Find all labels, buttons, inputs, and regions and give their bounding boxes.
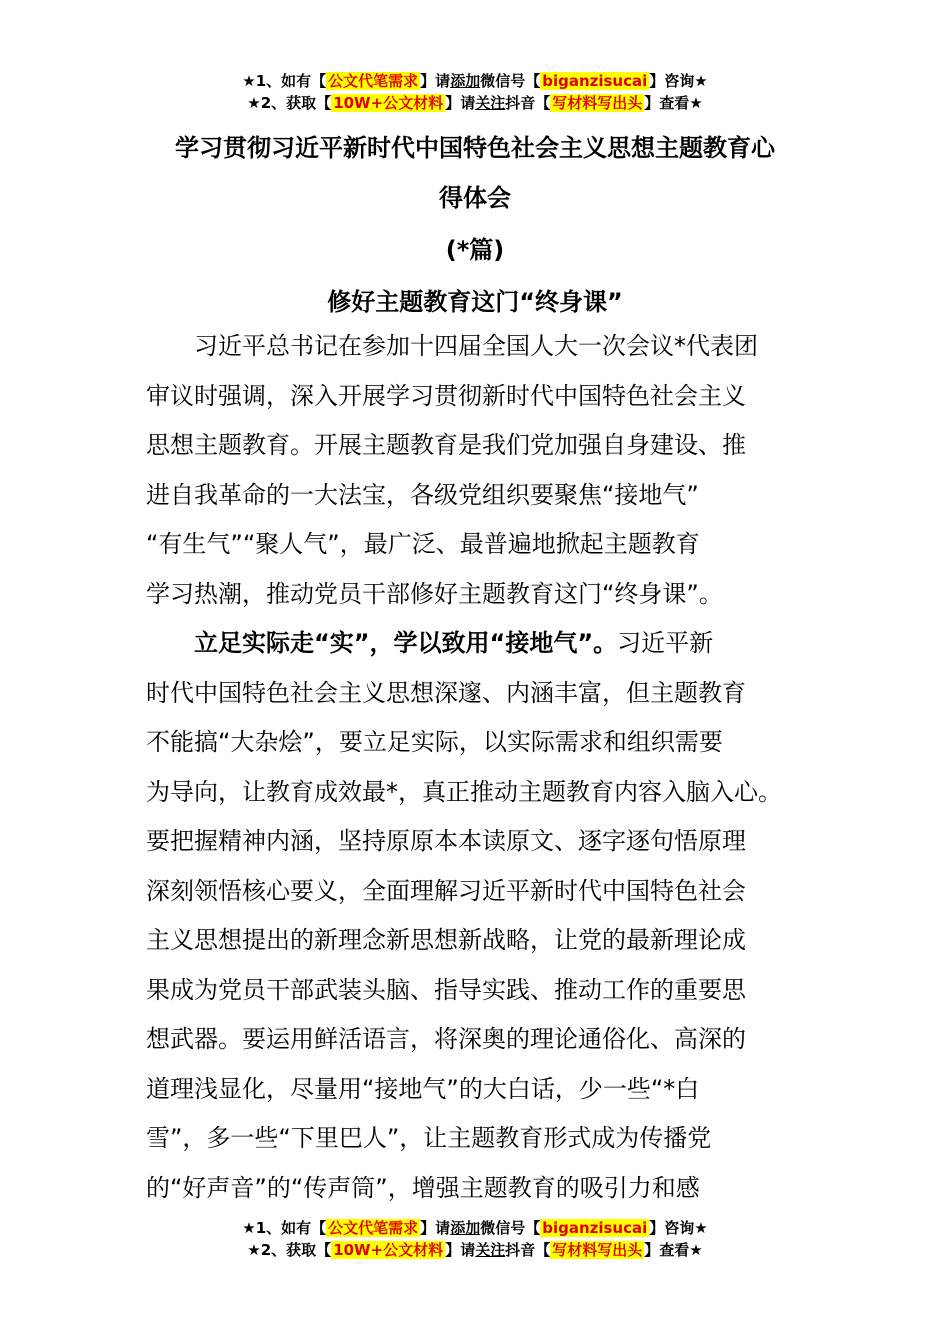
body-line: “有生气”“聚人气”，最广泛、最普遍地掀起主题教育	[146, 530, 700, 558]
body-line: 思想主题教育。开展主题教育是我们党加强自身建设、推	[146, 431, 746, 459]
promo-underlined: 添加	[450, 1219, 481, 1237]
promo-highlight: biganzisucai	[542, 72, 648, 90]
promo-text: 】查看★	[644, 1241, 703, 1259]
promo-highlight: 写材料写出头	[552, 1241, 643, 1259]
body-line: 时代中国特色社会主义思想深邃、内涵丰富，但主题教育	[146, 678, 746, 707]
body-line: 雪”，多一些“下里巴人”，让主题教育形式成为传播党	[146, 1124, 712, 1152]
promo-highlight: biganzisucai	[542, 1219, 648, 1237]
body-line: 进自我革命的一大法宝，各级党组织要聚焦“接地气”	[146, 480, 699, 509]
body-line: 审议时强调，深入开展学习贯彻新时代中国特色社会主义	[146, 381, 746, 410]
promo-text: 微信号【	[480, 72, 541, 90]
paragraph-heading: 立足实际走“实”，学以致用“接地气”。	[194, 629, 618, 657]
body-line-paragraph-2	[146, 619, 826, 669]
body-line: 习近平总书记在参加十四届全国人大一次会议*代表团	[194, 332, 758, 360]
doc-title-line-2: 得体会	[439, 184, 511, 212]
promo-highlight: 公文代笔需求	[328, 1219, 419, 1237]
promo-line-1	[0, 70, 950, 92]
body-line: 想武器。要运用鲜活语言，将深奥的理论通俗化、高深的	[146, 1025, 746, 1053]
doc-subtitle: 修好主题教育这门“终身课”	[327, 288, 623, 316]
paragraph-text: 习近平新	[617, 629, 714, 657]
promo-footer	[0, 1217, 950, 1261]
promo-text: 】查看★	[644, 94, 703, 112]
promo-highlight: 10W+公文材料	[333, 1241, 444, 1259]
promo-header	[0, 70, 950, 114]
promo-line-2	[0, 1239, 950, 1261]
body-line: 不能搞“大杂烩”，要立足实际，以实际需求和组织需要	[146, 728, 723, 756]
promo-text: ★1、如有【	[242, 72, 327, 90]
promo-text: 抖音【	[505, 94, 551, 112]
promo-text: 】请	[420, 1219, 451, 1237]
promo-underlined: 添加	[450, 72, 481, 90]
promo-line-2	[0, 92, 950, 114]
body-line: 为导向，让教育成效最*，真正推动主题教育内容入脑入心。	[146, 777, 782, 806]
promo-text: 抖音【	[505, 1241, 551, 1259]
promo-text: 】咨询★	[649, 1219, 708, 1237]
promo-text: 】请	[445, 1241, 476, 1259]
body-line: 道理浅显化，尽量用“接地气”的大白话，少一些“*白	[146, 1074, 700, 1103]
promo-highlight: 10W+公文材料	[333, 94, 444, 112]
promo-line-1	[0, 1217, 950, 1239]
body-line: 要把握精神内涵，坚持原原本本读原文、逐字逐句悟原理	[146, 827, 746, 855]
promo-text: ★1、如有【	[242, 1219, 327, 1237]
body-line: 深刻领悟核心要义，全面理解习近平新时代中国特色社会	[146, 876, 746, 905]
promo-text: ★2、获取【	[247, 94, 332, 112]
doc-title-line-1: 学习贯彻习近平新时代中国特色社会主义思想主题教育心	[175, 134, 775, 162]
promo-text: 】咨询★	[649, 72, 708, 90]
promo-text: 微信号【	[480, 1219, 541, 1237]
body-line: 学习热潮，推动党员干部修好主题教育这门“终身课”。	[146, 579, 723, 608]
promo-underlined: 关注	[475, 1241, 506, 1259]
promo-highlight: 写材料写出头	[552, 94, 643, 112]
body-line: 主义思想提出的新理念新思想新战略，让党的最新理论成	[146, 926, 746, 954]
promo-text: ★2、获取【	[247, 1241, 332, 1259]
doc-title-part: (*篇)	[445, 236, 505, 264]
body-line: 果成为党员干部武装头脑、指导实践、推动工作的重要思	[146, 975, 746, 1004]
promo-text: 】请	[445, 94, 476, 112]
body-line: 的“好声音”的“传声筒”，增强主题教育的吸引力和感	[146, 1173, 700, 1202]
promo-highlight: 公文代笔需求	[328, 72, 419, 90]
promo-text: 】请	[420, 72, 451, 90]
promo-underlined: 关注	[475, 94, 506, 112]
doc-body	[146, 322, 826, 1213]
